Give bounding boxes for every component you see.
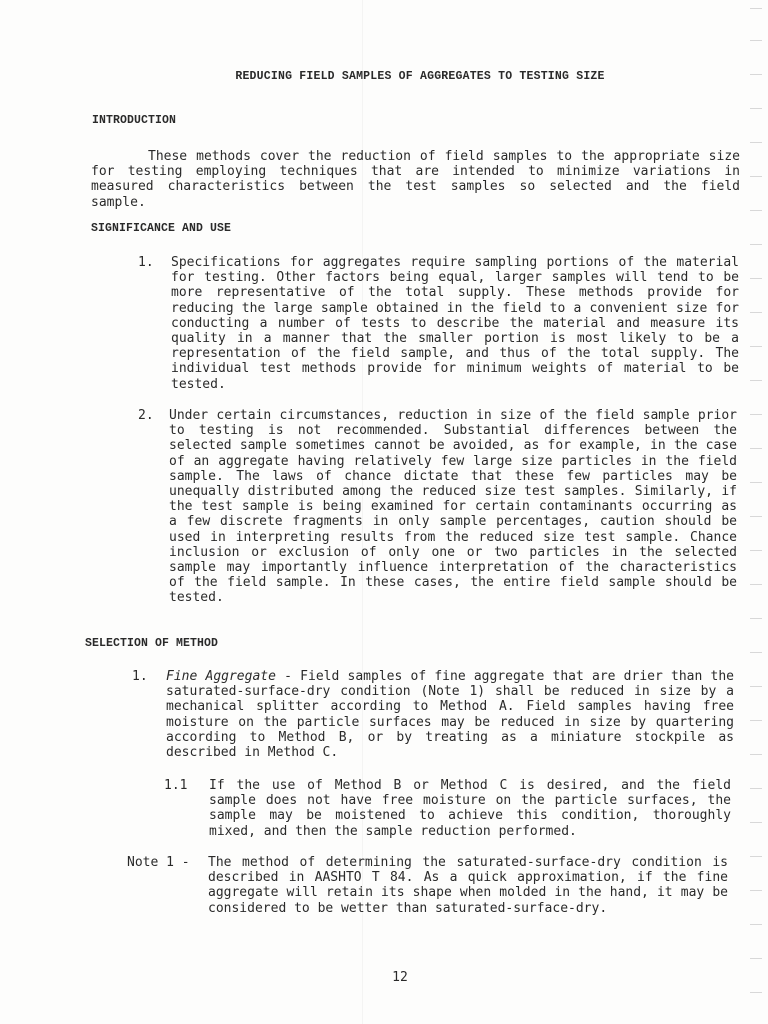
scan-edge-mark: [750, 40, 762, 41]
significance-item-1-text: Specifications for aggregates require sampling portions of the material for testing. Other factors being equal, larger samples will tend to be more representative of the total supply. These methods provide for reducing the large sample obtained in the field to a convenient size for conducting a number of tests to describe the material and measure its quality in a manner that the smaller portion is most likely to be a representation of the field sample, and thus of the total supply. The individual test methods provide for minimum weights of material to be tested.: [171, 255, 739, 392]
scan-edge-mark: [750, 890, 762, 891]
scan-edge-mark: [750, 652, 762, 653]
scan-edge-mark: [750, 482, 762, 483]
scan-edge-mark: [750, 516, 762, 517]
note-1-label: Note 1 -: [127, 855, 190, 870]
scan-edge-mark: [750, 108, 762, 109]
scan-edge-mark: [750, 142, 762, 143]
scan-edge-mark: [750, 8, 762, 9]
scan-edge-mark: [750, 754, 762, 755]
scan-edge-mark: [750, 550, 762, 551]
fine-aggregate-body: - Field samples of fine aggregate that are drier than the saturated-surface-dry condition (Note 1) shall be reduced in size by a mechanical splitter according to Method A. Field samples having free moisture on the particle surfaces may be reduced in size by quartering according to Method B, or by treating as a miniature stockpile as described in Method C.: [166, 669, 734, 761]
scan-edge-mark: [750, 788, 762, 789]
scan-edge-mark: [750, 278, 762, 279]
selection-item-1-1-text: If the use of Method B or Method C is desired, and the field sample does not have free moisture on the particle surfaces, the sample may be moistened to achieve this condition, thoroughly mixed, and then the sample reduction performed.: [209, 778, 731, 839]
significance-item-1-number: 1.: [138, 255, 154, 270]
scan-edge-mark: [750, 924, 762, 925]
scan-edge-mark: [750, 720, 762, 721]
scan-edge-mark: [750, 74, 762, 75]
significance-item-2-text: Under certain circumstances, reduction in size of the field sample prior to testing is not recommended. Substantial differences between the selected sample sometimes cannot be avoided, as for example, in the case of an aggregate having relatively few large size particles in the field sample. The laws of chance dictate that these few particles may be unequally distributed among the reduced size test samples. Similarly, if the test sample is being examined for certain contaminants occurring as a few discrete fragments in only sample percentages, caution should be used in interpreting results from the reduced size test sample. Chance inclusion or exclusion of only one or two particles in the selected sample may importantly influence interpretation of the characteristics of the field sample. In these cases, the entire field sample should be tested.: [169, 408, 737, 606]
selection-heading: SELECTION OF METHOD: [85, 637, 219, 650]
scan-edge-mark: [750, 856, 762, 857]
selection-item-1-number: 1.: [132, 669, 148, 684]
introduction-heading: INTRODUCTION: [92, 114, 177, 127]
scan-edge-mark: [750, 448, 762, 449]
selection-item-1-1-number: 1.1: [164, 778, 188, 793]
scan-edge-mark: [750, 584, 762, 585]
scan-edge-mark: [750, 176, 762, 177]
scan-edge-mark: [750, 380, 762, 381]
significance-heading: SIGNIFICANCE AND USE: [91, 222, 232, 235]
document-title: REDUCING FIELD SAMPLES OF AGGREGATES TO TESTING SIZE: [235, 70, 605, 83]
note-1-text: The method of determining the saturated-surface-dry condition is described in AASHTO T 84. As a quick approximation, if the fine aggregate will retain its shape when molded in the hand, it may be considered to be wetter than saturated-surface-dry.: [208, 855, 728, 916]
scan-edge-mark: [750, 618, 762, 619]
scan-edge-mark: [750, 414, 762, 415]
scan-edge-mark: [750, 686, 762, 687]
scan-edge-mark: [750, 210, 762, 211]
scan-edge-mark: [750, 992, 762, 993]
scan-edge-mark: [750, 346, 762, 347]
selection-item-1-text: [166, 669, 734, 760]
page-number: 12: [392, 970, 408, 985]
scan-edge-mark: [750, 244, 762, 245]
scan-edge-mark: [750, 822, 762, 823]
introduction-paragraph: These methods cover the reduction of field samples to the appropriate size for testing employing techniques that are intended to minimize variations in measured characteristics between the test samples so selected and the field sample.: [91, 149, 740, 210]
fine-aggregate-lead: Fine Aggregate: [166, 669, 276, 684]
scan-edge-mark: [750, 312, 762, 313]
significance-item-2-number: 2.: [138, 408, 154, 423]
scan-edge-mark: [750, 958, 762, 959]
